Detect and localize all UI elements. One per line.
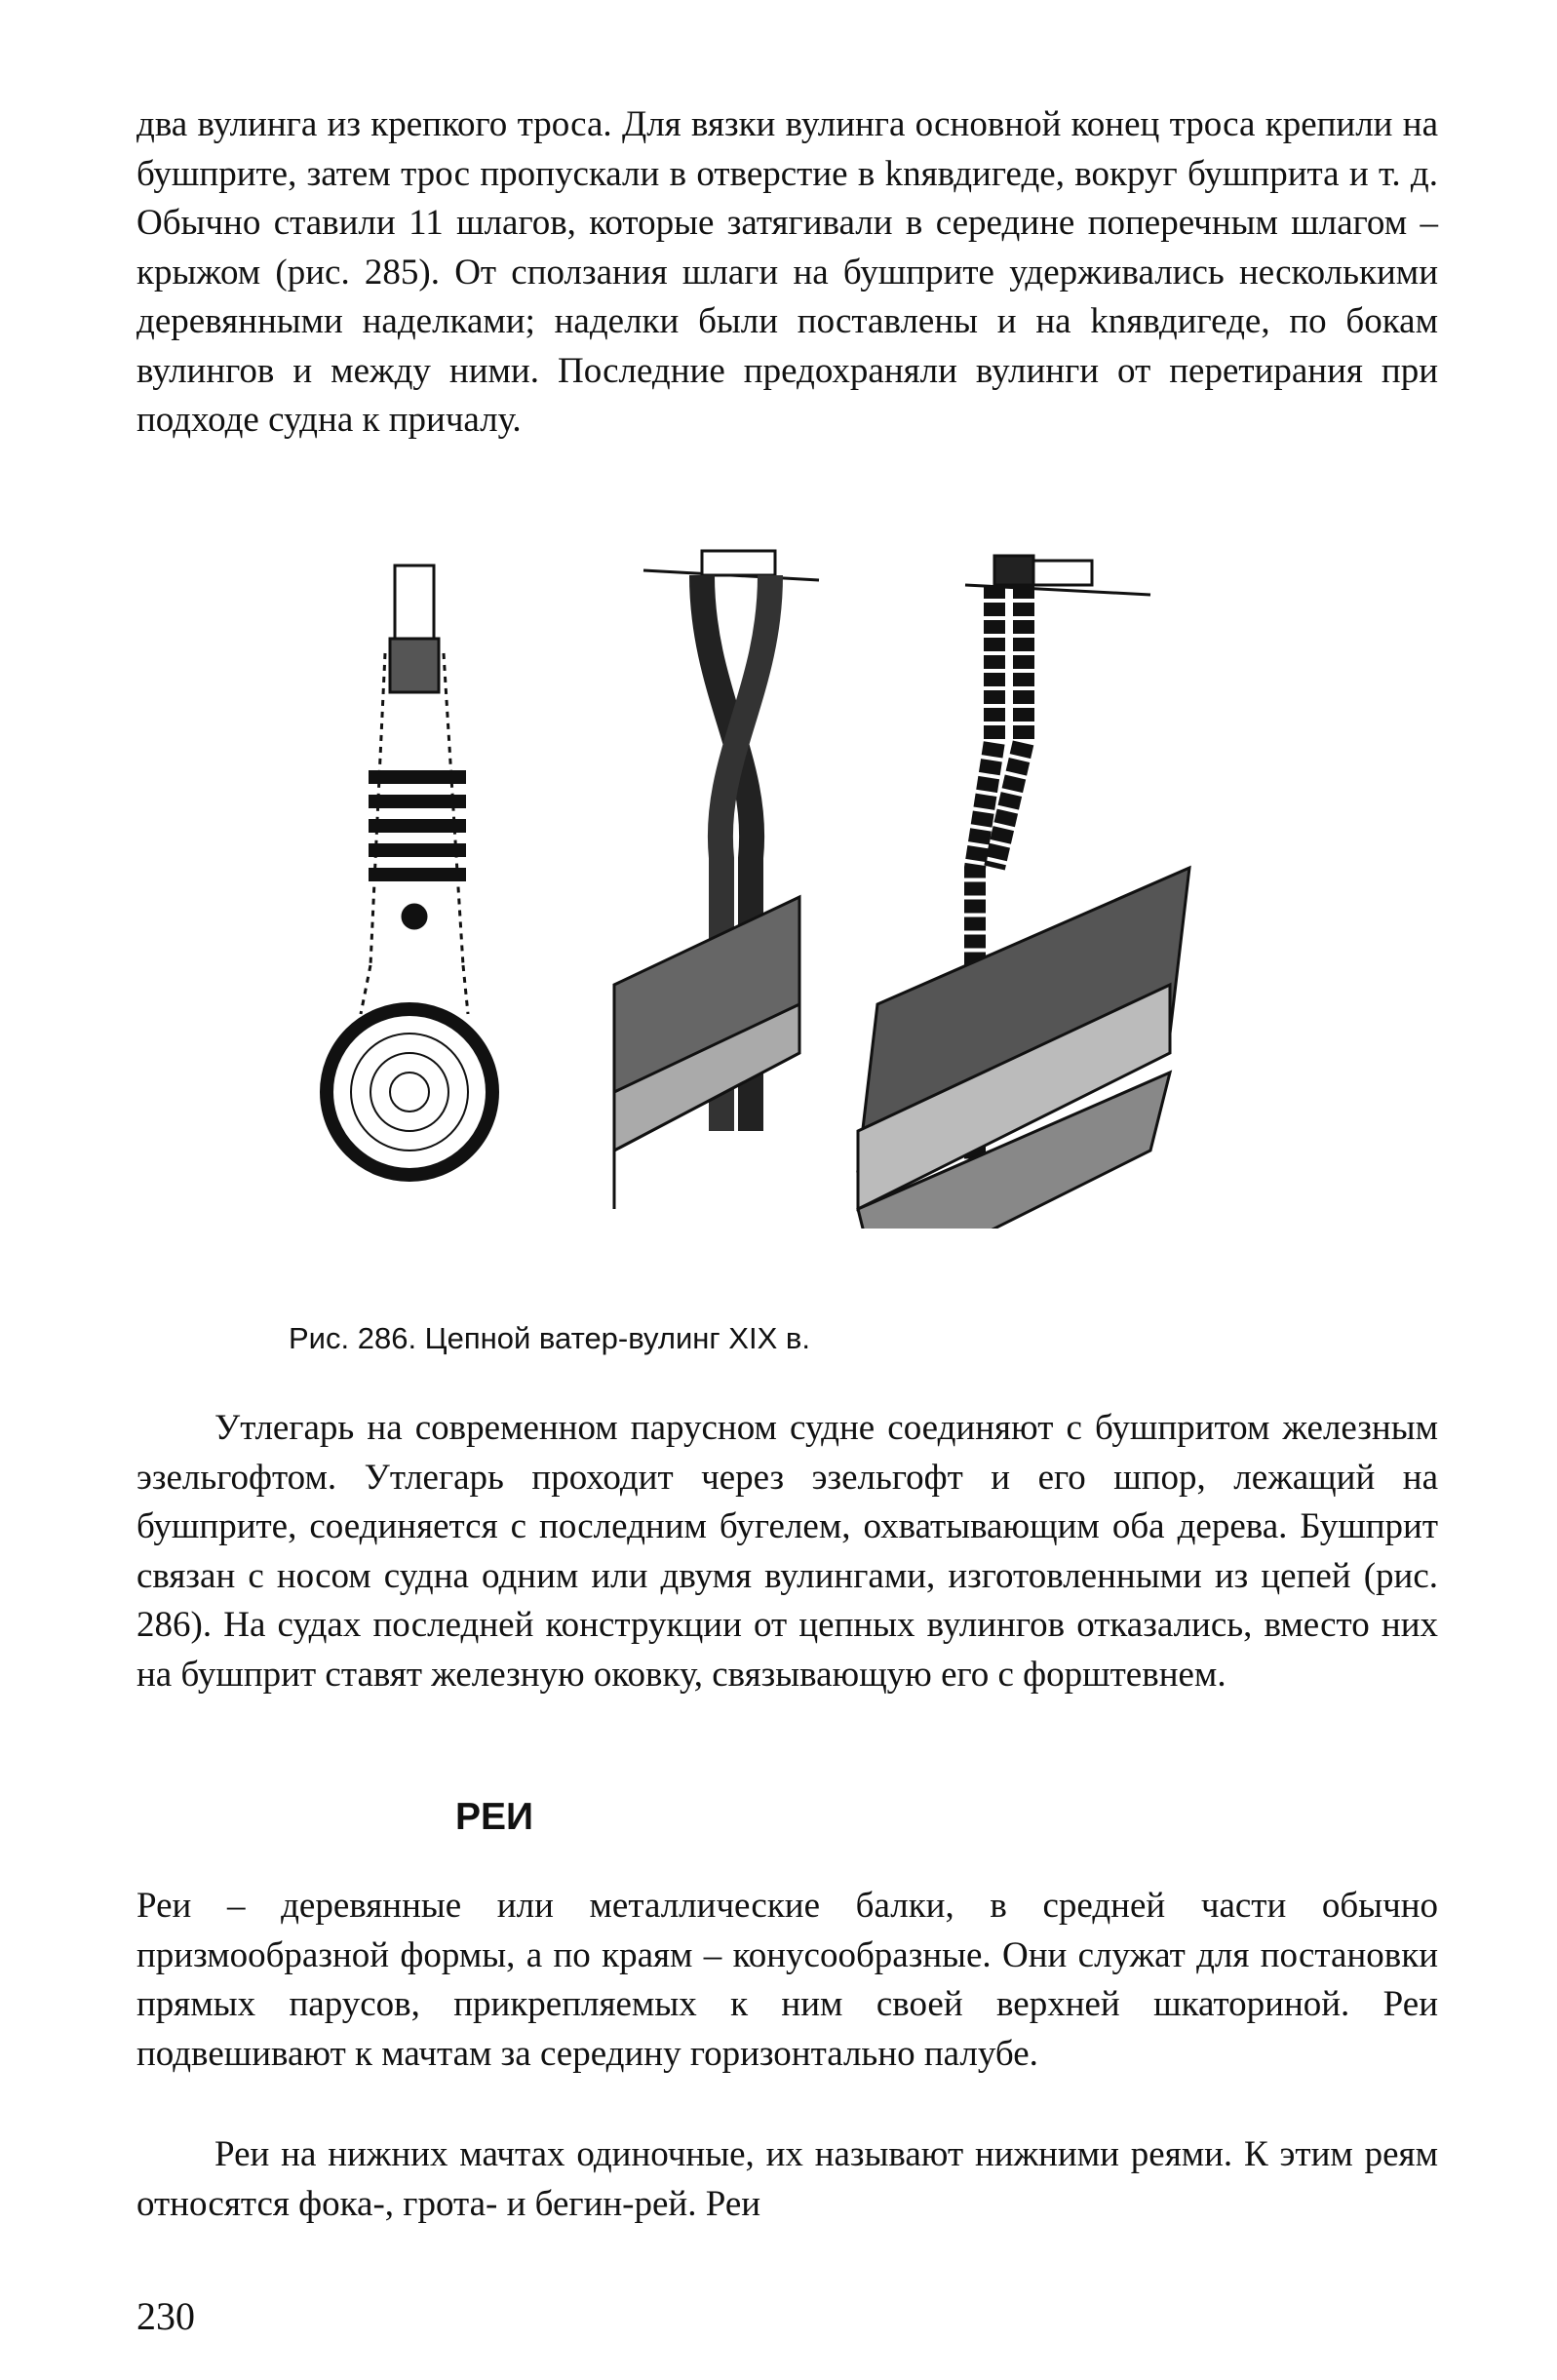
- figure-chain-gammoning: [292, 546, 1267, 1229]
- section-heading: РЕИ: [455, 1796, 534, 1838]
- paragraph-lower-yards: Реи на нижних мачтах одиночные, их называют нижними реями. К этим реям относятся фока-, грота- и бегин-рей. Реи: [136, 2134, 1438, 2224]
- front-view-drawing: [614, 551, 819, 1209]
- paragraph-intro: два вулинга из крепкого троса. Для вязки вулинга основной конец троса крепили на бушприте, затем трос пропускали в отверстие в knявдигеде, вокруг бушприта и т. д. Обычно ставили 11 шлагов, которые затягивали в середине поперечным шлагом – крыжом (рис. 285). От сползания шлаги на бушприте удерживались несколькими деревянными наделками; наделки были поставлены и на knявдигеде, по бокам вулингов и между ними. Последние предохраняли вулинги от перетирания при подходе судна к причалу.: [136, 104, 1438, 440]
- paragraph-yards: Реи – деревянные или металлические балки, в средней части обычно призмообразной формы, а по краям – конусообразные. Они служат для постановки прямых парусов, прикрепляемых к ним своей верхней шкаториной. Реи подвешивают к мачтам за середину горизонтально палубе.: [136, 1886, 1438, 2074]
- paragraph-jibboom: Утлегарь на современном парусном судне соединяют с бушпритом железным эзельгофтом. Утлегарь проходит через эзельгофт и его шпор, лежащий на бушприте, соединяется с последним бугелем, охватывающим оба дерева. Бушприт связан с носом судна одним или двумя вулингами, изготовленными из цепей (рис. 286). На судах последней конструкции от цепных вулингов отказались, вместо них на бушприт ставят железную оковку, связывающую его с форштевнем.: [136, 1408, 1438, 1695]
- angled-view-drawing: [858, 556, 1189, 1229]
- figure-caption: Рис. 286. Цепной ватер-вулинг XIX в.: [289, 1321, 810, 1355]
- page-number: 230: [136, 2294, 195, 2338]
- side-view-drawing: [327, 566, 492, 1175]
